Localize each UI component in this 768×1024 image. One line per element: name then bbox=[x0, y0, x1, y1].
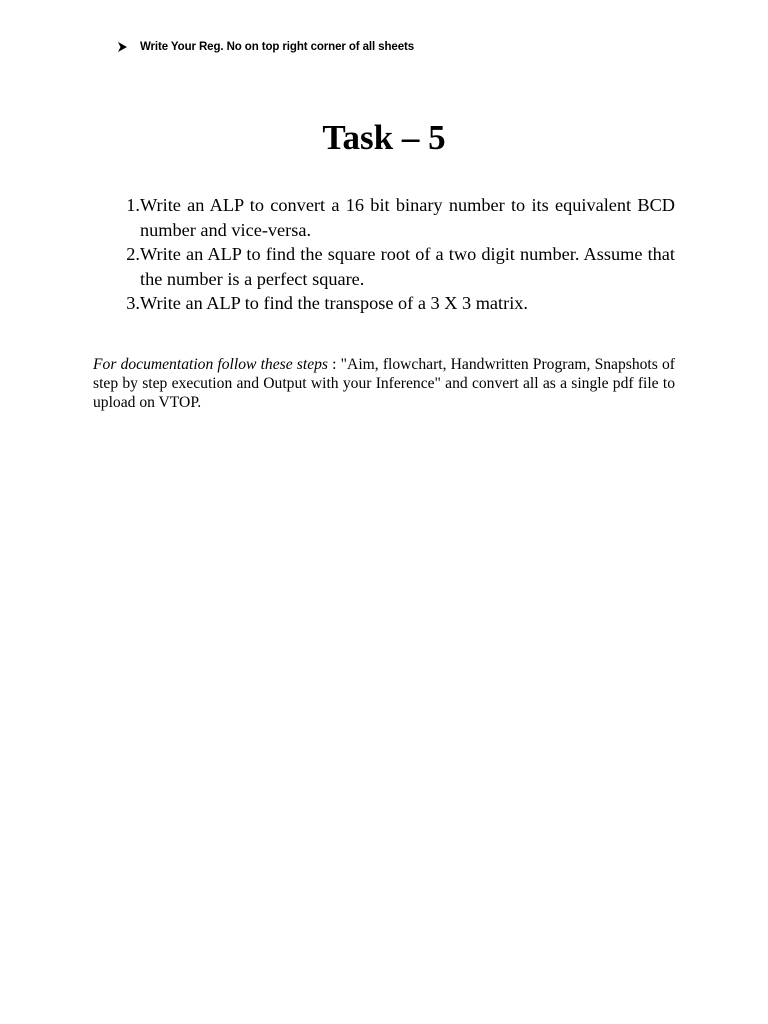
task-item-2 bbox=[92, 242, 675, 291]
task-item-3 bbox=[92, 291, 675, 316]
documentation-lead: For documentation follow these steps bbox=[93, 356, 328, 373]
arrow-bullet-icon bbox=[116, 41, 128, 53]
task-item-1 bbox=[92, 193, 675, 242]
reg-no-instruction-text: Write Your Reg. No on top right corner of all sheets bbox=[140, 41, 415, 53]
documentation-instructions bbox=[93, 355, 675, 412]
page-title: Task – 5 bbox=[322, 118, 446, 157]
task-list bbox=[92, 193, 675, 316]
task-text: Write an ALP to find the transpose of a 3 X 3 matrix. bbox=[140, 293, 528, 313]
task-text: Write an ALP to find the square root of a two digit number. Assume that the number is a perfect square. bbox=[140, 244, 675, 289]
task-number: 2. bbox=[126, 244, 140, 264]
task-number: 3. bbox=[126, 293, 140, 313]
reg-no-instruction bbox=[116, 41, 414, 53]
task-number: 1. bbox=[126, 195, 140, 215]
documentation-body: : "Aim, flowchart, Handwritten Program, Snapshots of step by step execution and Output with your Inference" and convert all as a single pdf file to upload on VTOP. bbox=[93, 356, 675, 411]
task-text: Write an ALP to convert a 16 bit binary number to its equivalent BCD number and vice-versa. bbox=[140, 195, 675, 240]
